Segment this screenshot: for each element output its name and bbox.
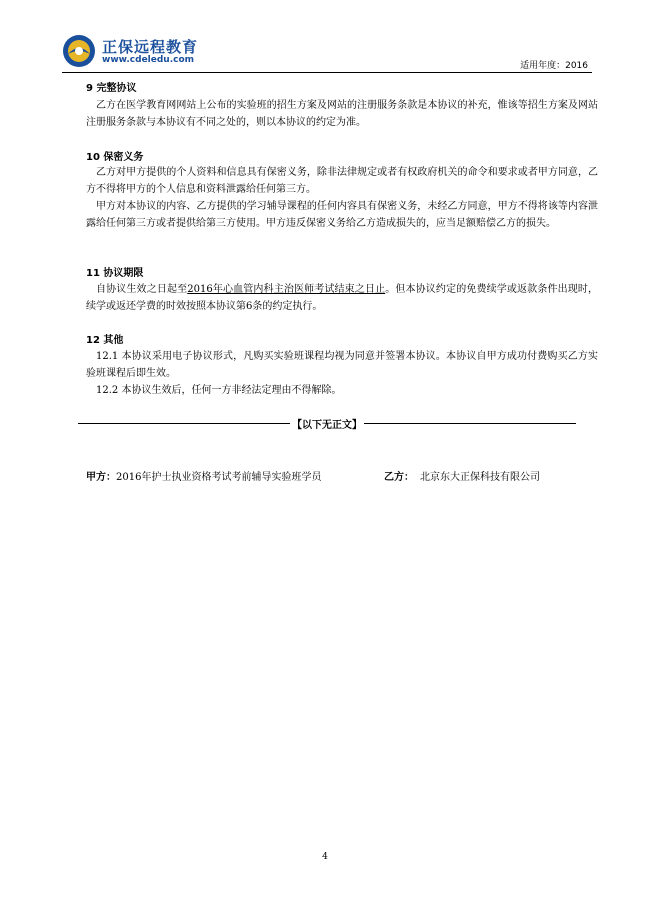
- page-header: [62, 32, 592, 73]
- section-12-title: 12 其他: [86, 335, 124, 346]
- party-b-value: 北京东大正保科技有限公司: [420, 472, 540, 483]
- party-a: [86, 468, 321, 483]
- section-11-text-a: 自协议生效之日起至: [96, 284, 188, 295]
- divider-line-right: [364, 423, 576, 424]
- applicable-year: 适用年度：2016: [520, 61, 588, 71]
- company-logo-icon: [62, 34, 96, 68]
- party-a-label: 甲方：: [86, 472, 116, 483]
- brand-name: 正保远程教育: [102, 38, 199, 56]
- section-11-title: 11 协议期限: [86, 268, 144, 279]
- section-10-paragraph-2: 甲方对本协议的内容、乙方提供的学习辅导课程的任何内容具有保密义务，未经乙方同意，甲方不得将该等内容泄露给任何第三方或者提供给第三方使用。甲方违反保密义务给乙方造成损失的，应当足额赔偿乙方的损失。: [86, 201, 598, 229]
- party-a-value: 2016年护士执业资格考试考前辅导实验班学员: [116, 472, 322, 483]
- brand-url: www.cdeledu.com: [102, 55, 195, 65]
- section-9-title: 9 完整协议: [86, 83, 137, 94]
- party-b: [384, 468, 540, 483]
- divider-line-left: [78, 423, 290, 424]
- party-b-label: 乙方：: [384, 472, 414, 483]
- section-9-paragraph: 乙方在医学教育网网站上公布的实验班的招生方案及网站的注册服务条款是本协议的补充，惟该等招生方案及网站注册服务条款与本协议有不同之处的，则以本协议的约定为准。: [86, 100, 598, 128]
- section-12-paragraph-1: 12.1 本协议采用电子协议形式，凡购买实验班课程均视为同意并签署本协议。本协议自甲方成功付费购买乙方实验班课程后即生效。: [86, 351, 598, 379]
- end-of-text-divider: [78, 416, 576, 431]
- section-11-paragraph: [86, 281, 598, 315]
- section-11-term: 2016年心血管内科主治医师考试结束之日止: [187, 284, 386, 295]
- section-11-text-b: 。但本协议约定的免费续学或返款条件出现时，续学或返还学费的时效按照本协议第6条的约定执行。: [86, 284, 599, 312]
- divider-label: 【以下无正文】: [292, 420, 362, 431]
- section-10-title: 10 保密义务: [86, 152, 144, 163]
- section-10-paragraph-1: 乙方对甲方提供的个人资料和信息具有保密义务，除非法律规定或者有权政府机关的命令和要求或者甲方同意，乙方不得将甲方的个人信息和资料泄露给任何第三方。: [86, 167, 598, 195]
- page-number: 4: [322, 852, 328, 862]
- section-12-paragraph-2: 12.2 本协议生效后，任何一方非经法定理由不得解除。: [96, 385, 342, 396]
